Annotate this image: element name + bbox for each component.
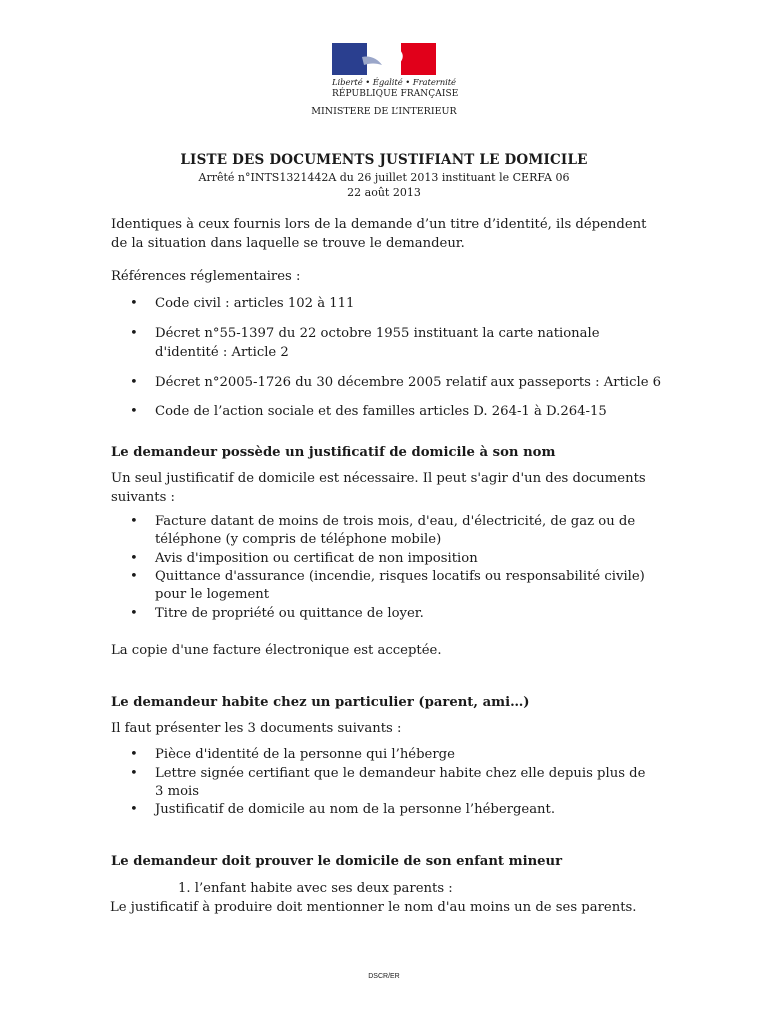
marianne-flag-icon xyxy=(332,43,436,75)
bullet-icon: • xyxy=(130,296,138,311)
bullet-icon: • xyxy=(130,375,138,390)
ministry-label: MINISTERE DE L’INTERIEUR xyxy=(311,106,457,117)
list-item-text: Code de l’action sociale et des familles articles D. 264-1 à D.264-15 xyxy=(155,404,607,419)
marianne-logo xyxy=(332,43,459,99)
footer-label: DSCR/ER xyxy=(368,973,400,980)
document-date: 22 août 2013 xyxy=(347,186,421,199)
list-item-text: téléphone (y compris de téléphone mobile) xyxy=(155,532,442,547)
section1-text-1: Un seul justificatif de domicile est nécessaire. Il peut s'agir d'un des documents xyxy=(111,471,646,486)
list-item-text: Pièce d'identité de la personne qui l’héberge xyxy=(155,747,455,762)
list-item-text: Justificatif de domicile au nom de la personne l’hébergeant. xyxy=(155,802,556,817)
list-item-text: Titre de propriété ou quittance de loyer. xyxy=(155,606,424,621)
bullet-icon: • xyxy=(130,606,138,621)
section-heading-own-name: Le demandeur possède un justificatif de domicile à son nom xyxy=(111,445,556,460)
intro-line-2: de la situation dans laquelle se trouve le demandeur. xyxy=(111,236,465,251)
republic-label: RÉPUBLIQUE FRANÇAISE xyxy=(332,89,459,99)
references-label: Références réglementaires : xyxy=(111,269,301,284)
list-item-text: Décret n°2005-1726 du 30 décembre 2005 relatif aux passeports : Article 6 xyxy=(155,375,662,390)
list-item-text: Quittance d'assurance (incendie, risques locatifs ou responsabilité civile) xyxy=(155,569,645,584)
numbered-item: 1. l’enfant habite avec ses deux parents : xyxy=(178,881,453,896)
list-item-text: Code civil : articles 102 à 111 xyxy=(155,296,355,311)
bullet-icon: • xyxy=(130,802,138,817)
section-heading-minor-child: Le demandeur doit prouver le domicile de son enfant mineur xyxy=(111,854,563,869)
list-item-text: Avis d'imposition ou certificat de non imposition xyxy=(155,551,478,566)
list-item-text: pour le logement xyxy=(155,587,270,602)
list-item-text: Décret n°55-1397 du 22 octobre 1955 instituant la carte nationale xyxy=(155,326,600,341)
section3-text: Le justificatif à produire doit mentionner le nom d'au moins un de ses parents. xyxy=(110,900,637,915)
section-heading-host: Le demandeur habite chez un particulier (parent, ami…) xyxy=(111,695,530,710)
list-item-text: 3 mois xyxy=(155,784,200,799)
list-item-text: Facture datant de moins de trois mois, d'eau, d'électricité, de gaz ou de xyxy=(155,514,636,529)
bullet-icon: • xyxy=(130,404,138,419)
bullet-icon: • xyxy=(130,747,138,762)
bullet-icon: • xyxy=(130,514,138,529)
bullet-icon: • xyxy=(130,326,138,341)
bullet-icon: • xyxy=(130,551,138,566)
motto: Liberté • Égalité • Fraternité xyxy=(332,78,456,88)
intro-line-1: Identiques à ceux fournis lors de la demande d’un titre d’identité, ils dépendent xyxy=(111,217,647,232)
decree-reference: Arrêté n°INTS1321442A du 26 juillet 2013 instituant le CERFA 06 xyxy=(198,171,570,184)
bullet-icon: • xyxy=(130,766,138,781)
list-item-text: Lettre signée certifiant que le demandeur habite chez elle depuis plus de xyxy=(155,766,646,781)
section1-text-2: suivants : xyxy=(111,490,175,505)
section1-note: La copie d'une facture électronique est acceptée. xyxy=(111,643,442,658)
bullet-icon: • xyxy=(130,569,138,584)
section2-text: Il faut présenter les 3 documents suivants : xyxy=(111,721,402,736)
list-item-text: d'identité : Article 2 xyxy=(155,345,289,360)
page-title: LISTE DES DOCUMENTS JUSTIFIANT LE DOMICILE xyxy=(180,152,588,168)
